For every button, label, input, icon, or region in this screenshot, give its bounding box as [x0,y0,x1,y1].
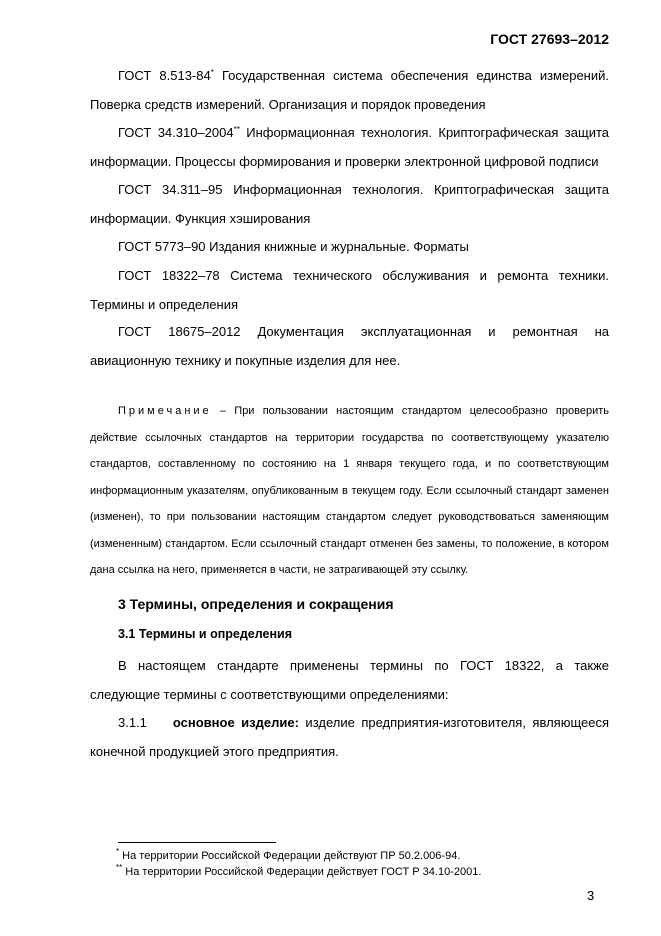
footnote [116,863,482,878]
reference-item [90,62,609,119]
footnote [116,847,461,862]
reference-title: Информационная технология. Криптографическая защита информации. Процессы формирования и проверки электронной цифровой подписи [90,125,609,169]
page-number: 3 [587,888,595,903]
footnote-text: На территории Российской Федерации действует ГОСТ Р 34.10-2001. [122,866,482,878]
footnote-mark: ** [233,125,240,134]
subsection-heading: 3.1 Термины и определения [118,627,292,641]
reference-item [90,119,609,176]
term-name: основное изделие: [172,715,299,730]
term-definition [90,709,609,766]
reference-code: ГОСТ 5773–90 [118,239,206,254]
reference-title: Информационная технология. Криптографическая защита информации. Функция хэширования [90,182,609,226]
reference-title: Документация эксплуатационная и ремонтная на авиационную технику и покупные изделия для нее. [90,324,610,368]
footnote-divider [118,842,276,843]
reference-code: ГОСТ 8.513-84 [118,68,211,83]
reference-title: Система технического обслуживания и ремонта техники. Термины и определения [90,268,609,312]
reference-item [90,176,609,233]
reference-code: ГОСТ 18675–2012 [118,324,241,339]
note-text: – При пользовании настоящим стандартом целесообразно проверить действие ссылочных стандартов на территории государства по соответствующему указателю стандартов, составленному по состоянию на 1 января текущего года, и по соответствующим информационным указателям, опубликованным в текущем году. Если ссылочный стандарт заменен (изменен), то при пользовании настоящим стандартом следует руководствоваться заменяющим (измененным) стандартом. Если ссылочный стандарт отменен без замены, то положение, в котором дана ссылка на него, применяется в части, не затрагивающей эту ссылку. [90,405,609,576]
footnote-mark: * [116,847,120,856]
footnote-text: На территории Российской Федерации действуют ПР 50.2.006-94. [119,850,461,862]
reference-code: ГОСТ 18322–78 [118,268,220,283]
footnote-mark: * [210,68,214,77]
intro-paragraph [90,652,609,709]
note-label: Примечание [118,405,212,417]
section-heading: 3 Термины, определения и сокращения [118,596,394,612]
reference-title: Издания книжные и журнальные. Форматы [205,239,469,254]
reference-code: ГОСТ 34.311–95 [118,182,223,197]
reference-code: ГОСТ 34.310–2004 [118,125,234,140]
document-code-header: ГОСТ 27693–2012 [490,31,609,47]
term-definition-text: изделие предприятия-изготовителя, являющееся конечной продукцией этого предприятия. [90,715,609,759]
reference-item [90,262,609,319]
intro-text: В настоящем стандарте применены термины по ГОСТ 18322, а также следующие термины с соответствующими определениями: [90,658,609,702]
term-number: 3.1.1 [118,715,147,730]
reference-item [90,233,609,262]
reference-title: Государственная система обеспечения единства измерений. Поверка средств измерений. Организация и порядок проведения [90,68,609,112]
reference-item [90,318,609,375]
note-paragraph [90,398,609,584]
footnote-mark: ** [116,863,123,872]
